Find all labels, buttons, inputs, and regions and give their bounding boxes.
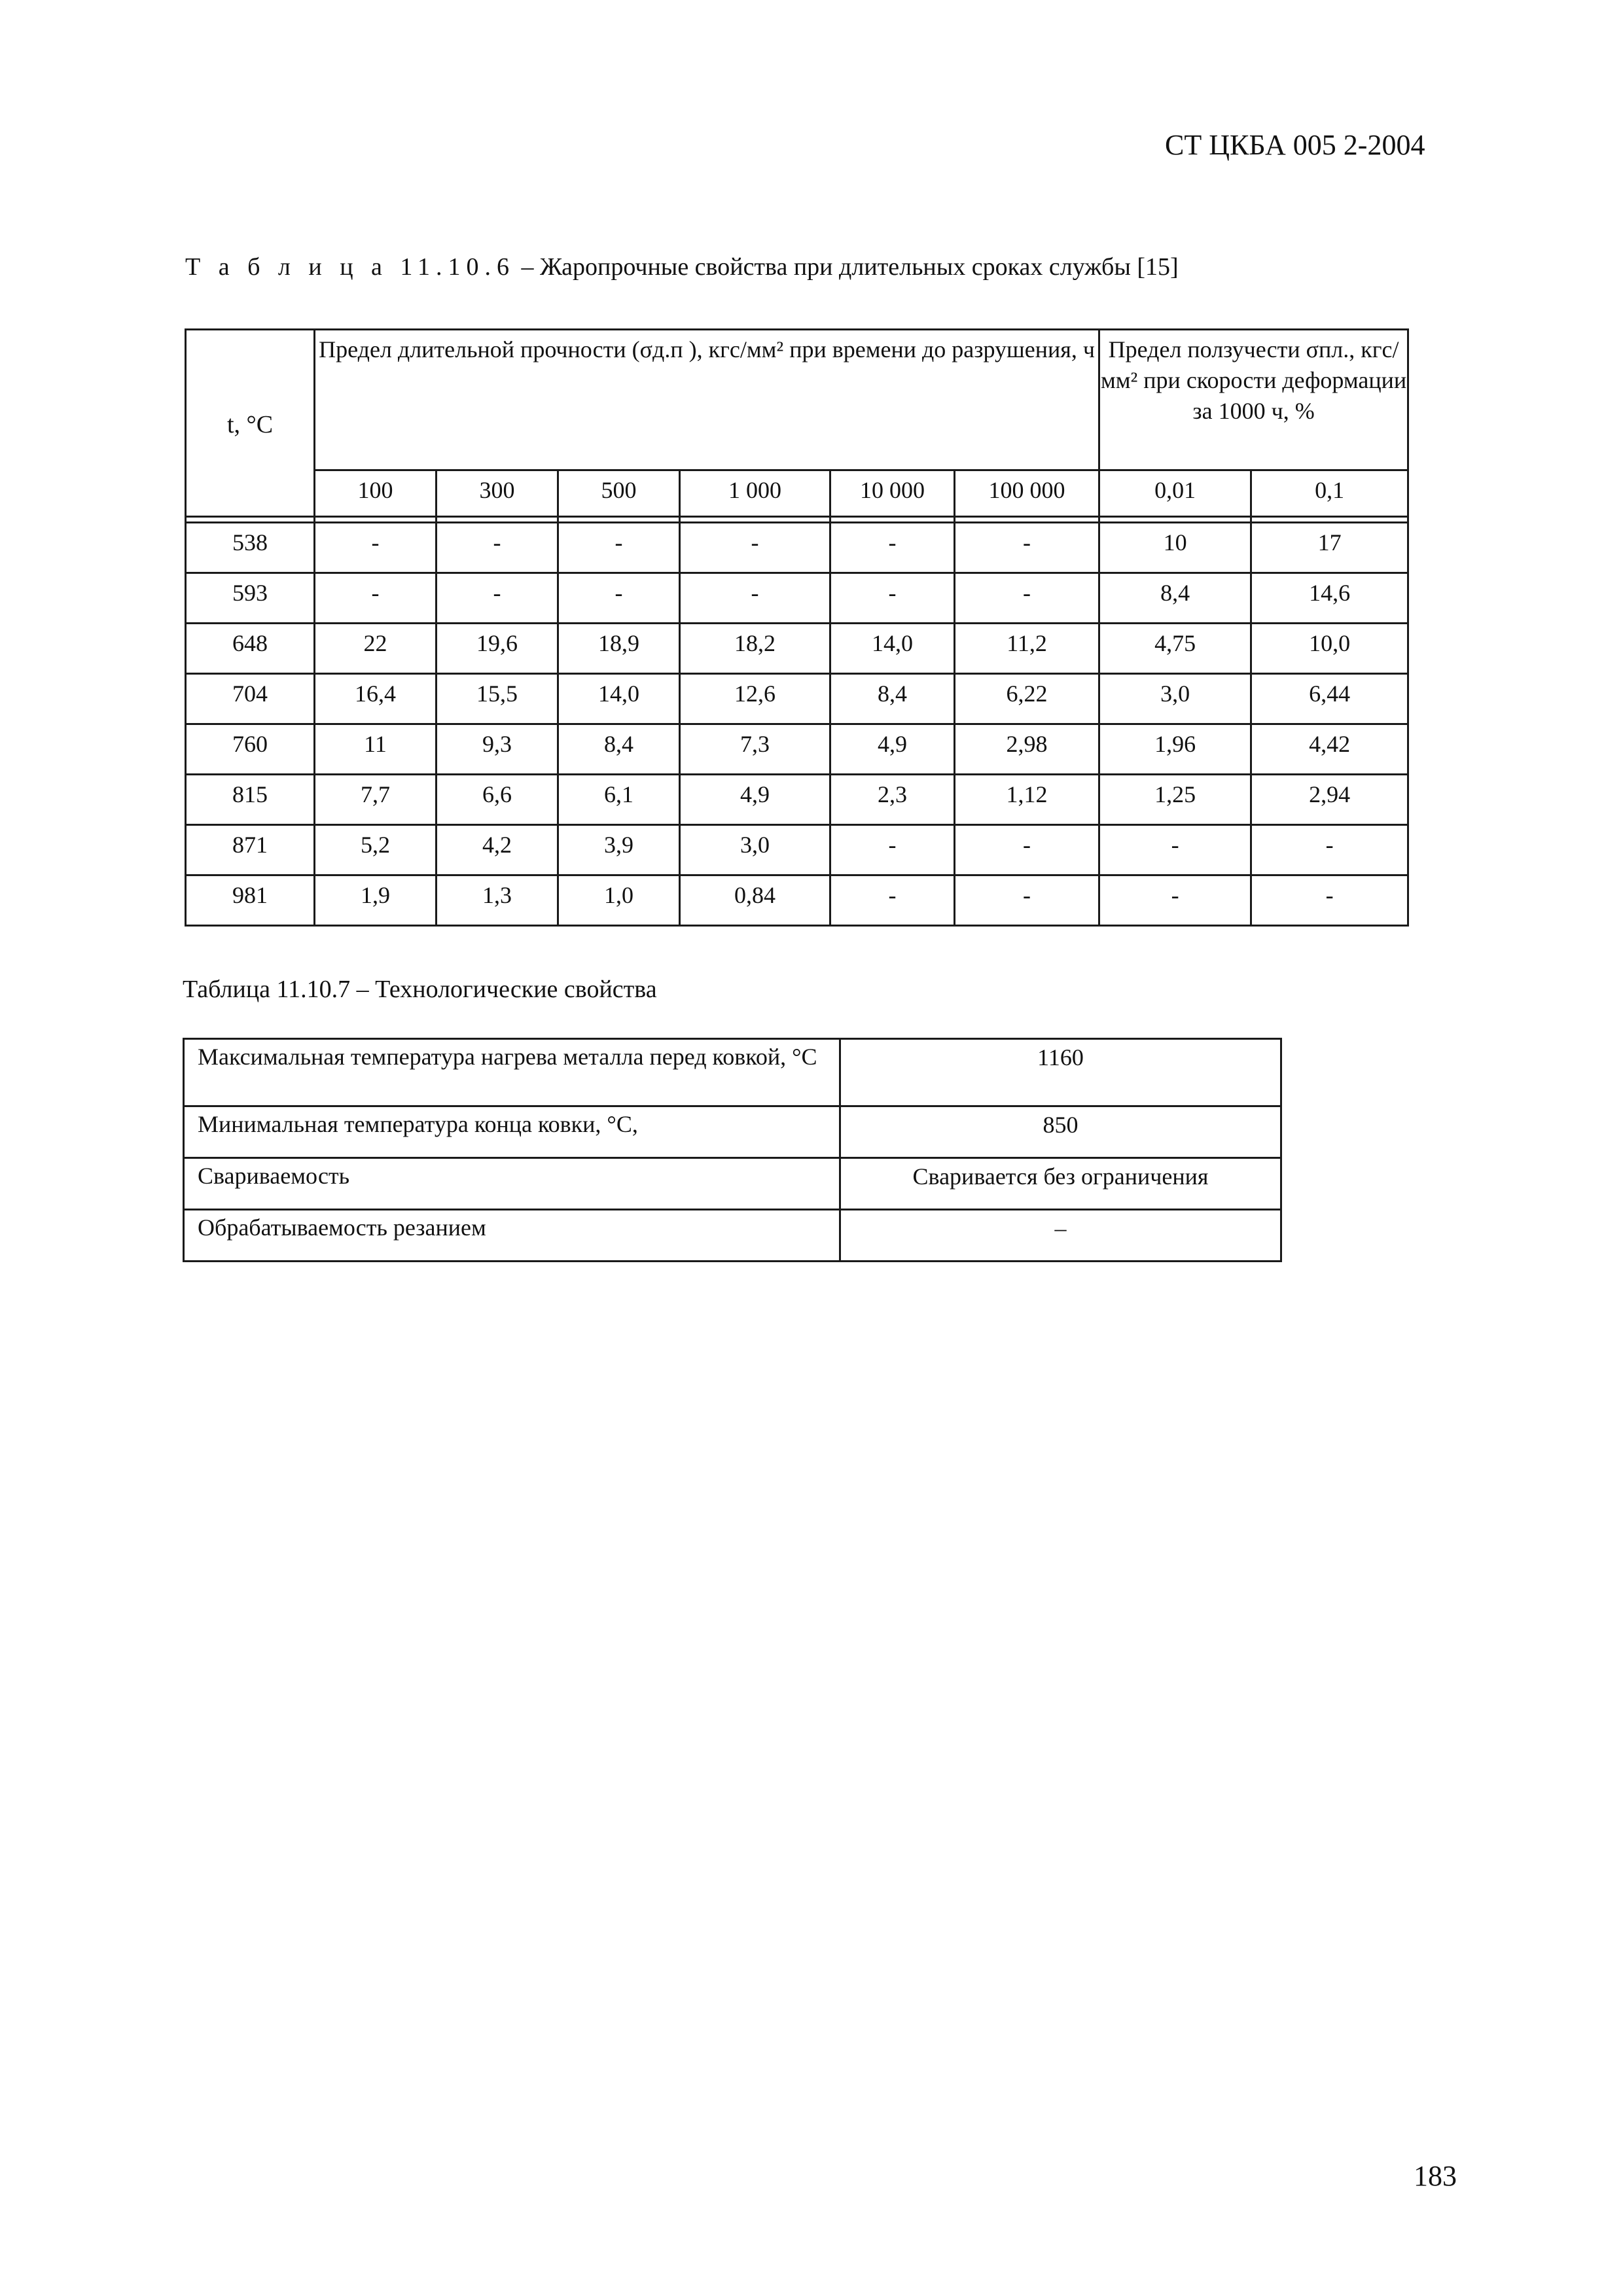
value-cell: 4,42 [1251, 724, 1408, 775]
value-cell: 1,0 [558, 875, 680, 926]
value-cell: 11 [315, 724, 437, 775]
value-cell: 3,0 [680, 825, 830, 875]
table-11-10-7-caption: Таблица 11.10.7 – Технологические свойства [183, 976, 657, 1003]
value-cell: 4,9 [830, 724, 955, 775]
value-cell: 1,96 [1099, 724, 1251, 775]
value-cell: 8,4 [558, 724, 680, 775]
temperature-cell: 593 [186, 573, 315, 624]
strength-header: Предел длительной прочности (σд.п ), кгс/мм² при времени до разрушения, ч [315, 330, 1099, 470]
value-cell: - [558, 573, 680, 624]
table-row [186, 825, 1408, 875]
value-cell: - [955, 875, 1099, 926]
table-label: Т а б л и ц а 11.10.6 [185, 253, 516, 281]
table-row [186, 523, 1408, 573]
temperature-cell: 981 [186, 875, 315, 926]
temperature-cell: 815 [186, 775, 315, 825]
value-cell: - [680, 523, 830, 573]
table-row [184, 1158, 1281, 1210]
value-cell: 4,75 [1099, 624, 1251, 674]
table-row [186, 674, 1408, 724]
time-column-header: 10 000 [830, 470, 955, 517]
time-column-header: 300 [437, 470, 558, 517]
value-cell: 14,0 [830, 624, 955, 674]
value-cell: 2,98 [955, 724, 1099, 775]
property-cell: Обрабатываемость резанием [184, 1210, 840, 1262]
time-column-header: 1 000 [680, 470, 830, 517]
value-cell: - [830, 825, 955, 875]
value-cell: - [315, 523, 437, 573]
value-cell: 1,12 [955, 775, 1099, 825]
value-cell: 2,3 [830, 775, 955, 825]
rate-column-header: 0,1 [1251, 470, 1408, 517]
value-cell: 19,6 [437, 624, 558, 674]
value-cell: 0,84 [680, 875, 830, 926]
value-cell: 1,3 [437, 875, 558, 926]
value-cell: 1160 [840, 1039, 1281, 1106]
value-cell: 6,44 [1251, 674, 1408, 724]
value-cell: - [1099, 875, 1251, 926]
value-cell: 15,5 [437, 674, 558, 724]
value-cell: 17 [1251, 523, 1408, 573]
value-cell: 9,3 [437, 724, 558, 775]
table-row [186, 775, 1408, 825]
property-cell: Свариваемость [184, 1158, 840, 1210]
value-cell: 14,0 [558, 674, 680, 724]
value-cell: 18,2 [680, 624, 830, 674]
table-11-10-6-caption [185, 253, 1179, 281]
header-row [186, 330, 1408, 470]
value-cell: - [955, 825, 1099, 875]
value-cell: 3,0 [1099, 674, 1251, 724]
value-cell: 16,4 [315, 674, 437, 724]
value-cell: - [830, 573, 955, 624]
value-cell: - [1251, 825, 1408, 875]
temperature-cell: 871 [186, 825, 315, 875]
value-cell: – [840, 1210, 1281, 1262]
table-row [186, 624, 1408, 674]
value-cell: 6,1 [558, 775, 680, 825]
value-cell: 4,2 [437, 825, 558, 875]
time-column-header: 100 000 [955, 470, 1099, 517]
value-cell: 1,9 [315, 875, 437, 926]
value-cell: 8,4 [830, 674, 955, 724]
property-cell: Максимальная температура нагрева металла перед ковкой, °С [184, 1039, 840, 1106]
value-cell: 22 [315, 624, 437, 674]
table-row [186, 724, 1408, 775]
value-cell: - [955, 573, 1099, 624]
table-body [186, 523, 1408, 926]
value-cell: - [558, 523, 680, 573]
technological-properties-table [183, 1038, 1282, 1262]
time-column-header: 500 [558, 470, 680, 517]
table-body [184, 1039, 1281, 1262]
table-row [186, 573, 1408, 624]
value-cell: 11,2 [955, 624, 1099, 674]
value-cell: - [1251, 875, 1408, 926]
header-separator [186, 517, 1408, 523]
rate-column-header: 0,01 [1099, 470, 1251, 517]
value-cell: 12,6 [680, 674, 830, 724]
value-cell: 18,9 [558, 624, 680, 674]
value-cell: - [1099, 825, 1251, 875]
time-column-header: 100 [315, 470, 437, 517]
value-cell: 5,2 [315, 825, 437, 875]
document-code: СТ ЦКБА 005 2-2004 [1165, 129, 1425, 161]
value-cell: - [680, 573, 830, 624]
value-cell: 7,3 [680, 724, 830, 775]
value-cell: 7,7 [315, 775, 437, 825]
heat-resistance-table [185, 328, 1409, 927]
value-cell: - [315, 573, 437, 624]
value-cell: 4,9 [680, 775, 830, 825]
value-cell: 14,6 [1251, 573, 1408, 624]
temperature-header: t, °C [186, 330, 315, 517]
temperature-cell: 760 [186, 724, 315, 775]
value-cell: - [830, 875, 955, 926]
table-title: – Жаропрочные свойства при длительных сроках службы [15] [515, 253, 1179, 281]
temperature-cell: 704 [186, 674, 315, 724]
value-cell: - [437, 523, 558, 573]
value-cell: 6,6 [437, 775, 558, 825]
creep-header: Предел ползучести σпл., кгс/мм² при скорости деформации за 1000 ч, % [1099, 330, 1408, 470]
value-cell: Сваривается без ограничения [840, 1158, 1281, 1210]
value-cell: - [830, 523, 955, 573]
page-number: 183 [1414, 2160, 1457, 2192]
value-cell: 10 [1099, 523, 1251, 573]
table-row [184, 1210, 1281, 1262]
value-cell: 6,22 [955, 674, 1099, 724]
value-cell: 3,9 [558, 825, 680, 875]
table-row [184, 1106, 1281, 1158]
subheader-row [186, 470, 1408, 517]
table-row [186, 875, 1408, 926]
value-cell: - [955, 523, 1099, 573]
value-cell: 10,0 [1251, 624, 1408, 674]
value-cell: - [437, 573, 558, 624]
value-cell: 850 [840, 1106, 1281, 1158]
temperature-cell: 538 [186, 523, 315, 573]
property-cell: Минимальная температура конца ковки, °С, [184, 1106, 840, 1158]
value-cell: 8,4 [1099, 573, 1251, 624]
temperature-cell: 648 [186, 624, 315, 674]
value-cell: 2,94 [1251, 775, 1408, 825]
table-row [184, 1039, 1281, 1106]
value-cell: 1,25 [1099, 775, 1251, 825]
